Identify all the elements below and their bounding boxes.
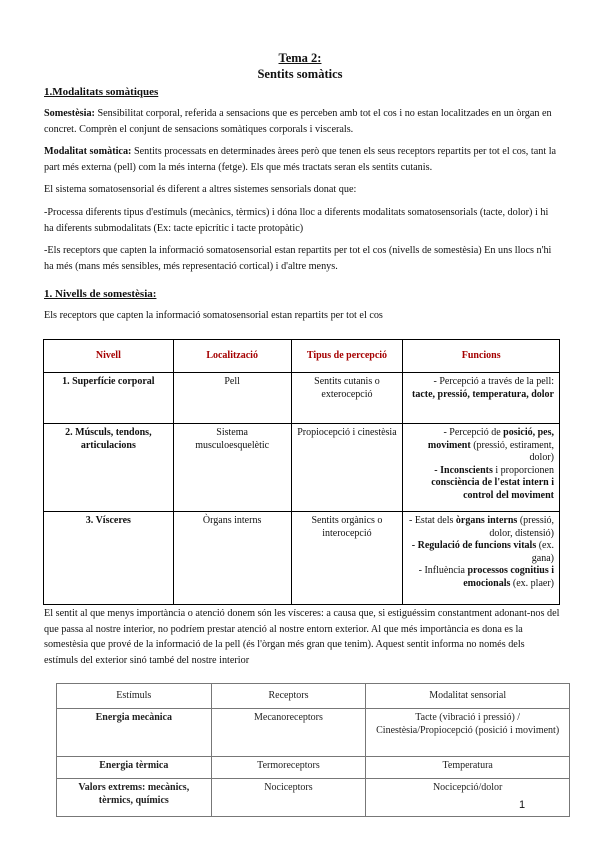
cell-receptor: Termoreceptors (211, 757, 366, 779)
cell-receptor: Mecanoreceptors (211, 709, 366, 757)
page-title: Tema 2: (278, 51, 322, 65)
table-row (57, 757, 570, 779)
cell-modality: Nocicepció/dolor (366, 779, 570, 817)
page-number: 1 (519, 799, 526, 811)
table-row (44, 512, 560, 605)
cell-level: 2. Músculs, tendons, articulacions (44, 424, 174, 512)
section-heading-nivells: 1. Nivells de somestèsia: (44, 288, 157, 300)
levels-table (43, 339, 560, 605)
header-funcions: Funcions (403, 340, 560, 373)
paragraph-sistema: El sistema somatosensorial és diferent a altres sistemes sensorials donat que: (44, 184, 357, 195)
cell-modality: Tacte (vibració i pressió) / Cinestèsia/Propiocepció (posició i moviment) (366, 709, 570, 757)
paragraph-processa: -Processa diferents tipus d'estímuls (mecànics, tèrmics) i dóna lloc a diferents modalitats somatosensorials (tacte, dolor) i hi ha diferents submodalitats (Ex: tacte epicrític i tacte protopàtic) (44, 207, 549, 234)
paragraph-modalitat-somatica: Modalitat somàtica: Sentits processats en determinades àrees però que tenen els seus receptors repartits per tot el cos, tant la part més externa (pell) com la més interna (fetge). Els que més tractats seran els sentits cutanis. (44, 146, 557, 173)
cell-stimulus: Valors extrems: mecànics, tèrmics, químics (57, 779, 212, 817)
table-row (57, 779, 570, 817)
cell-functions: - Estat dels òrgans interns (pressió, dolor, distensió) - Regulació de funcions vitals (ex. gana) - Influència processos cognitius i emocionals (ex. plaer) (403, 512, 560, 605)
stimuli-table (56, 683, 570, 817)
paragraph-receptors: -Els receptors que capten la informació somatosensorial estan repartits per tot el cos (nivells de somestèsia) En uns llocs n'hi ha més (mans més sensibles, més representació cortical) i d'altre menys. (44, 245, 552, 272)
header-estimuls: Estímuls (57, 684, 212, 709)
cell-perception: Sentits orgànics o interocepció (291, 512, 403, 605)
cell-stimulus: Energia mecànica (57, 709, 212, 757)
cell-location: Sistema musculoesquelètic (173, 424, 291, 512)
cell-level: 1. Superfície corporal (44, 373, 174, 424)
header-receptors: Receptors (211, 684, 366, 709)
table-row (44, 373, 560, 424)
section-heading-modalitats: 1.Modalitats somàtiques (44, 86, 159, 98)
header-localitzacio: Localització (173, 340, 291, 373)
cell-location: Pell (173, 373, 291, 424)
cell-perception: Propiocepció i cinestèsia (291, 424, 403, 512)
paragraph-somestesia: Somestèsia: Sensibilitat corporal, referida a sensacions que es perceben amb tot el cos i no estan localitzades en un òrgan en concret. Comprèn el conjunt de sensacions somàtiques corporals i viscerals. (44, 108, 552, 135)
cell-level: 3. Vísceres (44, 512, 174, 605)
paragraph-visceres: El sentit al que menys importància o atenció donem són les vísceres: a causa que, si estiguéssim constantment adonant-nos del que passa al nostre interior, no podríem prestar atenció al nostre entorn exterior. Al que més importància es dona es la somestèsia que prové de la informació de la pell (és l'òrgan més gran que tenim). Aquest sentit informa no només dels estímuls del exterior sinó també del nostre interior (44, 608, 560, 666)
table-row (44, 424, 560, 512)
cell-functions: - Percepció de posició, pes, moviment (pressió, estirament, dolor) - Inconscients i proporcionen consciència de l'estat intern i control del moviment (403, 424, 560, 512)
paragraph-intro-nivells: Els receptors que capten la informació somatosensorial estan repartits per tot el cos (44, 310, 383, 321)
page-subtitle: Sentits somàtics (257, 67, 343, 81)
cell-functions: - Percepció a través de la pell: tacte, pressió, temperatura, dolor (403, 373, 560, 424)
header-nivell: Nivell (44, 340, 174, 373)
table-row (57, 709, 570, 757)
cell-receptor: Nociceptors (211, 779, 366, 817)
cell-stimulus: Energia tèrmica (57, 757, 212, 779)
table-header-row (44, 340, 560, 373)
term-modalitat-somatica: Modalitat somàtica: (44, 146, 132, 157)
cell-modality: Temperatura (366, 757, 570, 779)
term-somestesia: Somestèsia: (44, 108, 95, 119)
header-tipus-percepcio: Tipus de percepció (291, 340, 403, 373)
table-header-row (57, 684, 570, 709)
cell-location: Òrgans interns (173, 512, 291, 605)
header-modalitat: Modalitat sensorial (366, 684, 570, 709)
cell-perception: Sentits cutanis o exterocepció (291, 373, 403, 424)
